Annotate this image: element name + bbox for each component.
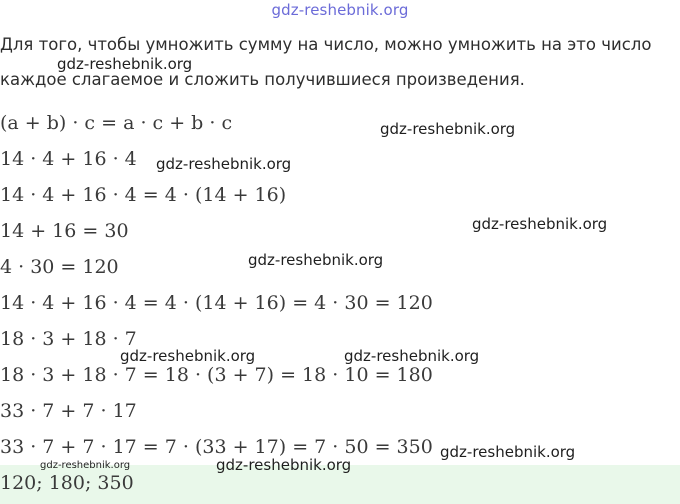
watermark: gdz-reshebnik.org bbox=[156, 155, 292, 173]
expression-1-result: 14 · 4 + 16 · 4 = 4 · (14 + 16) = 4 · 30 = 120 bbox=[0, 292, 433, 314]
rule-text-line-1: Для того, чтобы умножить сумму на число, можно умножить на это число bbox=[0, 35, 652, 54]
watermark: gdz-reshebnik.org bbox=[440, 443, 576, 461]
product-step: 4 · 30 = 120 bbox=[0, 256, 119, 278]
watermark: gdz-reshebnik.org bbox=[120, 347, 256, 365]
rule-text-line-2: каждое слагаемое и сложить получившиеся произведения. bbox=[0, 70, 525, 89]
sum-step: 14 + 16 = 30 bbox=[0, 220, 129, 242]
answer-text: 120; 180; 350 bbox=[0, 472, 134, 494]
expression-2: 18 · 3 + 18 · 7 bbox=[0, 328, 137, 350]
watermark: gdz-reshebnik.org bbox=[380, 120, 516, 138]
watermark: gdz-reshebnik.org bbox=[57, 55, 193, 73]
expression-1: 14 · 4 + 16 · 4 bbox=[0, 148, 137, 170]
formula-distributive-law: (a + b) · c = a · c + b · c bbox=[0, 112, 233, 134]
expression-3-result: 33 · 7 + 7 · 17 = 7 · (33 + 17) = 7 · 50 = 350 bbox=[0, 436, 433, 458]
watermark: gdz-reshebnik.org bbox=[344, 347, 480, 365]
watermark: gdz-reshebnik.org bbox=[248, 251, 384, 269]
watermark: gdz-reshebnik.org bbox=[216, 456, 352, 474]
expression-3: 33 · 7 + 7 · 17 bbox=[0, 400, 137, 422]
watermark: gdz-reshebnik.org bbox=[472, 215, 608, 233]
expression-1-factored: 14 · 4 + 16 · 4 = 4 · (14 + 16) bbox=[0, 184, 287, 206]
site-header: gdz-reshebnik.org bbox=[271, 1, 409, 19]
expression-2-result: 18 · 3 + 18 · 7 = 18 · (3 + 7) = 18 · 10 = 180 bbox=[0, 364, 433, 386]
watermark: gdz-reshebnik.org bbox=[40, 460, 131, 471]
